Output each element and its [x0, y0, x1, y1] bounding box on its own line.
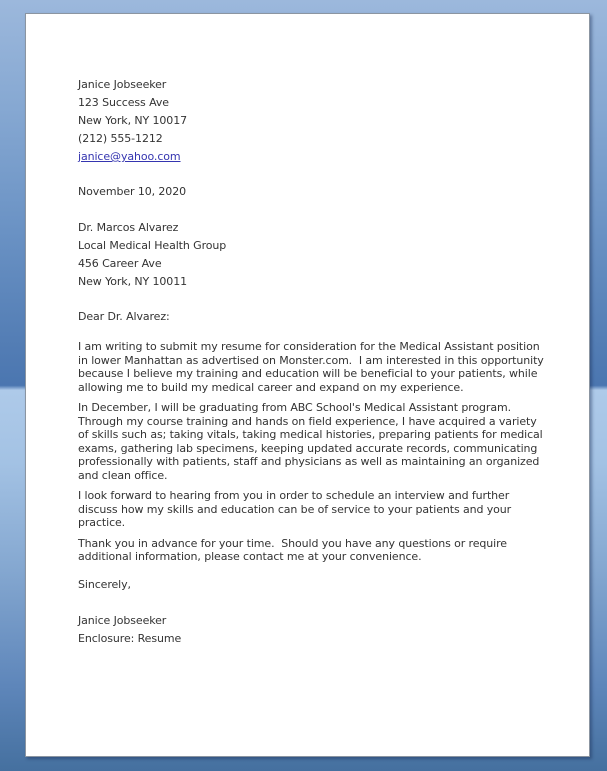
sender-street: 123 Success Ave: [78, 96, 169, 109]
recipient-block: [78, 219, 549, 291]
sender-phone: (212) 555-1212: [78, 132, 163, 145]
recipient-street: 456 Career Ave: [78, 257, 162, 270]
paragraph-interview-request: I look forward to hearing from you in order to schedule an interview and further discuss how my skills and education can be of service to your patients and your practice.: [78, 489, 515, 529]
recipient-city-state-zip: New York, NY 10011: [78, 275, 188, 288]
letter-body: [78, 340, 546, 564]
signature-name: Janice Jobseeker: [78, 613, 167, 627]
letter-date: November 10, 2020: [78, 185, 187, 198]
salutation: Dear Dr. Alvarez:: [78, 310, 170, 323]
sender-block: [78, 76, 549, 166]
enclosure-note: Enclosure: Resume: [78, 631, 182, 645]
letter-content: [78, 76, 549, 648]
sender-email-link[interactable]: janice@yahoo.com: [78, 150, 181, 163]
closing: Sincerely,: [78, 577, 131, 591]
paragraph-thanks: Thank you in advance for your time. Should you have any questions or require additional information, please contact me at your convenience.: [78, 536, 511, 563]
paragraph-qualifications: In December, I will be graduating from ABC School's Medical Assistant program. Through my course training and hands on field experience, I have acquired a variety of skills such as; taking vitals, taking medical histories, preparing patients for medical exams, gathering lab specimens, keeping updated accurate records, communicating professionally with patients, staff and physicians as well as maintaining an organized and clean office.: [78, 401, 547, 482]
sender-name: Janice Jobseeker: [78, 78, 167, 91]
recipient-organization: Local Medical Health Group: [78, 239, 227, 252]
letter-page: [25, 13, 590, 757]
signature-block: [78, 612, 549, 648]
sender-city-state-zip: New York, NY 10017: [78, 114, 188, 127]
paragraph-intro: I am writing to submit my resume for consideration for the Medical Assistant position in lower Manhattan as advertised on Monster.com. I am interested in this opportunity because I believe my training and education will be beneficial to your patients, while allowing me to build my medical career and expand on my experience.: [78, 340, 548, 394]
recipient-name: Dr. Marcos Alvarez: [78, 221, 179, 234]
